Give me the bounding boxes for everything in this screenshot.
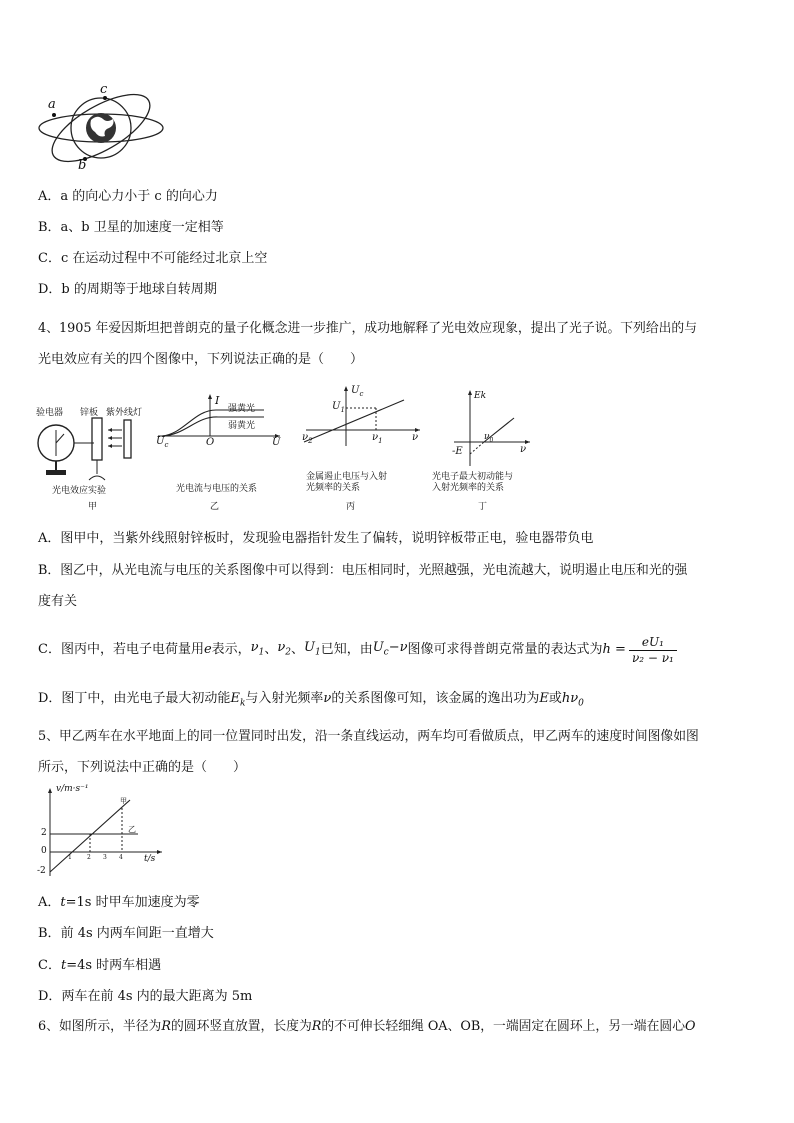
q4-stem-line2: 光电效应有关的四个图像中，下列说法正确的是（ ） bbox=[38, 352, 364, 367]
vt-xlabel: t/s bbox=[144, 854, 156, 864]
fig-yi-uc: $U_c$ bbox=[156, 436, 169, 449]
fig-ding-nu0: $\nu_0$ bbox=[484, 432, 494, 444]
fig-yi-curve-weak: 弱黄光 bbox=[228, 421, 256, 431]
orbit-label-c: c bbox=[100, 82, 108, 97]
q3-option-a: A．a 的向心力小于 c 的向心力 bbox=[38, 189, 218, 204]
fig-bing-axis-uc: $U_c$ bbox=[351, 385, 364, 398]
vt-xtick-2: 2 bbox=[87, 854, 91, 861]
q4-c-text3: 已知，由 bbox=[320, 642, 373, 657]
q5-option-b: B．前 4s 内两车间距一直增大 bbox=[38, 926, 214, 941]
q4-c-uc: $U_c-\nu$ bbox=[372, 639, 408, 658]
fraction-numerator: eU₁ bbox=[629, 635, 677, 651]
fig-bing-tag: 丙 bbox=[346, 502, 356, 512]
q4-option-c bbox=[38, 630, 677, 670]
fig-jia-caption: 光电效应实验 bbox=[52, 486, 107, 496]
q4-c-e: e bbox=[203, 642, 212, 657]
q4-d-ek: $E_k$ bbox=[230, 691, 246, 709]
fig-ding bbox=[430, 386, 540, 516]
vt-graph bbox=[34, 786, 174, 880]
orbit-label-a: a bbox=[48, 97, 56, 112]
fig-ding-neg-e: -E bbox=[452, 446, 463, 457]
q4-option-d bbox=[38, 690, 584, 713]
fig-yi-curve-strong: 强黄光 bbox=[228, 404, 256, 414]
fig-jia bbox=[34, 398, 154, 516]
fig-yi bbox=[154, 392, 286, 516]
fig-jia-tag: 甲 bbox=[88, 502, 98, 512]
q5-stem-line2: 所示，下列说法中正确的是（ ） bbox=[38, 760, 247, 775]
q4-option-b-line1: B．图乙中，从光电流与电压的关系图像中可以得到：电压相同时，光照越强，光电流越大，说明遏止电压和光的强 bbox=[38, 563, 688, 578]
q4-d-text1: D．图丁中，由光电子最大初动能 bbox=[38, 691, 231, 706]
orbit-figure bbox=[36, 84, 176, 176]
q4-c-h-eq: h = bbox=[602, 642, 626, 657]
q4-d-e: E bbox=[539, 691, 549, 706]
orbit-label-b: b bbox=[78, 158, 87, 173]
label-electroscope: 验电器 bbox=[36, 408, 64, 418]
vt-ylabel: v/m·s⁻¹ bbox=[56, 784, 89, 794]
q5-stem-line1: 5、甲乙两车在水平地面上的同一位置同时出发，沿一条直线运动，两车均可看做质点，甲乙两车的速度时间图像如图 bbox=[38, 729, 699, 744]
q4-c-u1: $U_1$ bbox=[303, 639, 321, 658]
stopping-voltage-graph bbox=[292, 384, 428, 516]
fig-ding-caption-1: 光电子最大初动能与 bbox=[432, 472, 514, 482]
q4-c-nu1: $\nu_1$ bbox=[250, 639, 265, 658]
current-voltage-graph bbox=[154, 392, 286, 516]
q4-option-b-line2: 度有关 bbox=[38, 594, 78, 609]
q4-d-text4: 或 bbox=[548, 691, 562, 706]
q4-c-sep2: 、 bbox=[290, 642, 304, 657]
q3-option-b: B．a、b 卫星的加速度一定相等 bbox=[38, 220, 224, 235]
q6-stem: 6、如图所示，半径为R的圆环竖直放置，长度为R的不可伸长轻细绳 OA、OB，一端固定在圆环上，另一端在圆心O bbox=[38, 1019, 696, 1034]
q4-d-hnu0: $h\nu_0$ bbox=[561, 691, 584, 709]
q4-c-text4: 图像可求得普朗克常量的表达式为 bbox=[407, 642, 603, 657]
vt-ytick-neg2: -2 bbox=[37, 866, 46, 876]
orbit-diagram bbox=[36, 84, 176, 176]
q4-c-sep1: 、 bbox=[264, 642, 278, 657]
q5-option-d: D．两车在前 4s 内的最大距离为 5m bbox=[38, 989, 253, 1004]
fig-bing-nu2: $\nu_2$ bbox=[302, 432, 313, 445]
fig-yi-origin: O bbox=[206, 437, 215, 448]
vt-xtick-1: 1 bbox=[68, 854, 72, 861]
vt-label-yi: 乙 bbox=[128, 825, 136, 834]
vt-ytick-0: 0 bbox=[41, 846, 47, 856]
q4-c-nu2: $\nu_2$ bbox=[277, 639, 291, 658]
vt-graph-svg bbox=[34, 786, 174, 880]
planck-fraction bbox=[629, 635, 677, 666]
fig-bing-caption-2: 光频率的关系 bbox=[306, 483, 361, 493]
q4-d-text2: 与入射光频率 bbox=[245, 691, 324, 706]
vt-xtick-3: 3 bbox=[103, 854, 107, 861]
fig-bing bbox=[292, 384, 428, 516]
q5-option-c: C．t=4s 时两车相遇 bbox=[38, 958, 162, 973]
vt-xtick-4: 4 bbox=[119, 854, 123, 861]
fig-yi-axis-i: I bbox=[215, 394, 220, 407]
q4-d-nu: ν bbox=[323, 691, 332, 706]
q4-c-text1: C．图丙中，若电子电荷量用 bbox=[38, 642, 204, 657]
fig-bing-caption-1: 金属遏止电压与入射 bbox=[306, 472, 388, 482]
vt-label-jia: 甲 bbox=[120, 797, 127, 805]
fig-ding-axis-nu: ν bbox=[520, 444, 527, 455]
q4-stem-line1: 4、1905 年爱因斯坦把普朗克的量子化概念进一步推广，成功地解释了光电效应现象，提出了光子说。下列给出的与 bbox=[38, 321, 698, 336]
fig-ding-axis-ek: Ek bbox=[474, 391, 487, 401]
fig-bing-nu1: $\nu_1$ bbox=[372, 432, 383, 445]
fig-bing-u1: $U_1$ bbox=[332, 401, 345, 414]
q3-option-c: C．c 在运动过程中不可能经过北京上空 bbox=[38, 251, 268, 266]
fig-yi-caption: 光电流与电压的关系 bbox=[176, 484, 258, 494]
label-uv-lamp: 紫外线灯 bbox=[106, 408, 143, 418]
fig-yi-axis-u: U bbox=[272, 437, 281, 448]
fig-ding-tag: 丁 bbox=[478, 502, 488, 512]
fig-ding-caption-2: 入射光频率的关系 bbox=[432, 483, 505, 493]
fig-bing-axis-nu: ν bbox=[412, 432, 419, 443]
q4-c-text2: 表示， bbox=[211, 642, 251, 657]
q5-option-a: A．t=1s 时甲车加速度为零 bbox=[38, 895, 200, 910]
q4-option-a: A．图甲中，当紫外线照射锌板时，发现验电器指针发生了偏转，说明锌板带正电，验电器带负电 bbox=[38, 531, 594, 546]
q3-option-d: D．b 的周期等于地球自转周期 bbox=[38, 282, 217, 297]
q4-d-text3: 的关系图像可知，该金属的逸出功为 bbox=[331, 691, 540, 706]
fraction-denominator: ν₂ − ν₁ bbox=[631, 650, 674, 665]
fig-yi-tag: 乙 bbox=[210, 502, 220, 512]
vt-ytick-2: 2 bbox=[41, 828, 47, 838]
label-zinc-plate: 锌板 bbox=[80, 408, 99, 418]
